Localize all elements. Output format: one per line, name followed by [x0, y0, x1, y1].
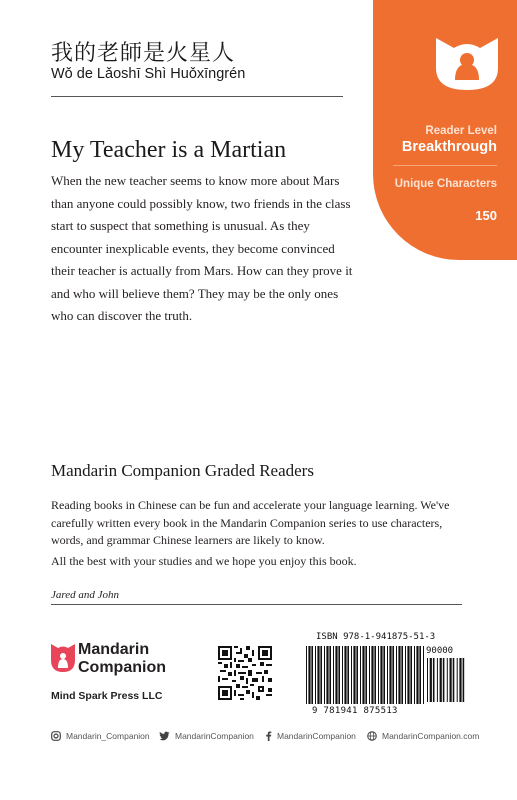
badge-divider — [393, 165, 497, 166]
publisher-brand — [78, 641, 166, 677]
publisher-brand-line2: Companion — [78, 659, 166, 676]
book-synopsis: When the new teacher seems to know more about Mars than anyone could possibly know, two friends in the class start to suspect that something is unusual. As they encounter inexplicable events, they become convinced their teacher is actually from Mars. How can they prove it and who will believe them? They may be the only ones who can discover the truth. — [51, 173, 353, 323]
closing-line: All the best with your studies and we hope you enjoy this book. — [51, 554, 357, 568]
instagram-handle: Mandarin_Companion — [66, 731, 150, 741]
facebook-handle: MandarinCompanion — [277, 731, 356, 741]
qr-code — [218, 646, 272, 700]
twitter-handle: MandarinCompanion — [175, 731, 254, 741]
chinese-title: 我的老師是火星人 — [51, 41, 236, 66]
price-barcode — [426, 658, 466, 704]
isbn-number: ISBN 978-1-941875-51-3 — [316, 632, 436, 642]
series-description: Reading books in Chinese can be fun and accelerate your language learning. We've carefully written every book in the Mandarin Companion series to use characters, words, and grammar Chinese learners are likely to know. — [51, 498, 450, 547]
website-url: MandarinCompanion.com — [382, 731, 480, 741]
social-instagram[interactable] — [51, 731, 150, 741]
barcode-digits: 9 781941 875513 — [312, 706, 398, 716]
reader-level-value: Breakthrough — [401, 139, 497, 155]
publisher-name: Mind Spark Press LLC — [51, 690, 163, 702]
instagram-icon — [51, 731, 61, 741]
ean-barcode — [304, 646, 426, 706]
top-divider — [51, 96, 343, 97]
publisher-logo-icon — [51, 643, 75, 673]
facebook-icon — [265, 731, 272, 741]
social-links — [51, 731, 481, 745]
unique-characters-value: 150 — [475, 208, 497, 223]
series-title: Mandarin Companion Graded Readers — [51, 461, 314, 480]
social-facebook[interactable] — [265, 731, 356, 741]
unique-characters-label: Unique Characters — [394, 178, 497, 190]
reader-level-label: Reader Level — [425, 125, 497, 137]
signature: Jared and John — [51, 589, 120, 601]
publisher-brand-line1: Mandarin — [78, 641, 150, 658]
mandarin-companion-logo-icon — [434, 34, 500, 92]
bottom-divider — [51, 604, 462, 605]
social-website[interactable] — [367, 731, 479, 741]
book-title: My Teacher is a Martian — [51, 137, 287, 163]
twitter-icon — [159, 731, 170, 741]
isbn-barcode-block — [304, 626, 468, 716]
globe-icon — [367, 731, 377, 741]
social-twitter[interactable] — [159, 731, 254, 741]
price-code: 90000 — [426, 646, 454, 656]
pinyin-title: Wǒ de Lǎoshī Shì Huǒxīngrén — [51, 66, 246, 82]
